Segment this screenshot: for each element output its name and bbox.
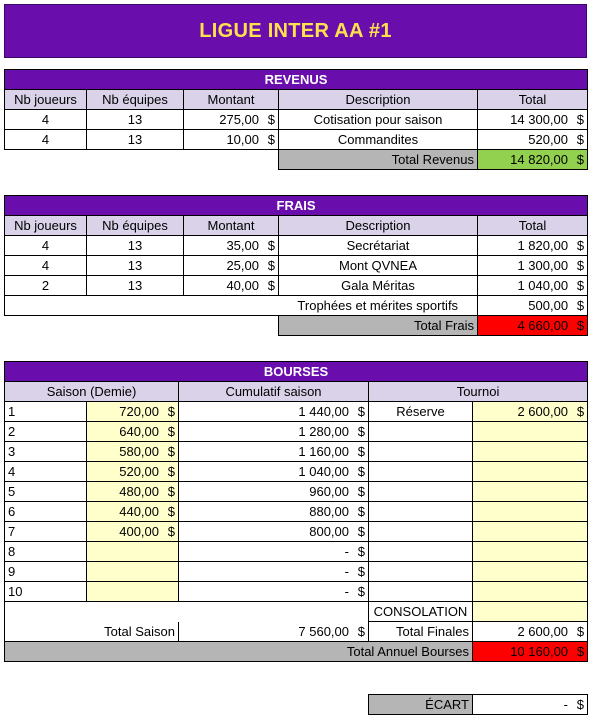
bourses-table <box>4 361 588 662</box>
cell-rang: 1 <box>5 402 87 422</box>
col-montant: Montant <box>184 90 279 110</box>
total-annuel-label: Total Annuel Bourses <box>5 642 473 662</box>
cell-equipes[interactable]: 13 <box>87 256 184 276</box>
cell-saison[interactable]: 400,00 $ <box>87 522 179 542</box>
tournoi-label-cell[interactable] <box>369 482 473 502</box>
tournoi-label-cell[interactable] <box>369 542 473 562</box>
table-row <box>5 502 588 522</box>
tournoi-label-cell[interactable] <box>369 582 473 602</box>
cell-rang: 10 <box>5 582 87 602</box>
table-row <box>5 562 588 582</box>
cell-equipes[interactable]: 13 <box>87 236 184 256</box>
bourses-title: BOURSES <box>5 362 588 382</box>
cell-cumul[interactable]: 1 040,00 $ <box>179 462 369 482</box>
cell-montant[interactable]: 40,00 $ <box>184 276 279 296</box>
table-row <box>5 276 588 296</box>
ecart-label: ÉCART <box>369 695 473 715</box>
table-row <box>5 542 588 562</box>
tournoi-label-cell[interactable] <box>369 522 473 542</box>
cell-cumul[interactable]: 960,00 $ <box>179 482 369 502</box>
cell-montant[interactable]: 35,00 $ <box>184 236 279 256</box>
cell-rang: 8 <box>5 542 87 562</box>
cell-montant[interactable]: 275,00 $ <box>184 110 279 130</box>
table-row <box>5 422 588 442</box>
cell-rang: 9 <box>5 562 87 582</box>
total-revenus-value[interactable]: 14 820,00 $ <box>478 150 588 170</box>
cell-saison[interactable] <box>87 562 179 582</box>
title-banner <box>4 4 587 58</box>
table-row <box>5 582 588 602</box>
cell-description[interactable]: Mont QVNEA <box>279 256 478 276</box>
cell-description[interactable]: Trophées et mérites sportifs <box>279 296 478 316</box>
total-finales-value[interactable]: 2 600,00 $ <box>473 622 588 642</box>
cell-description[interactable]: Secrétariat <box>279 236 478 256</box>
col-joueurs: Nb joueurs <box>5 90 87 110</box>
tournoi-value-cell[interactable] <box>473 482 588 502</box>
frais-title: FRAIS <box>5 196 588 216</box>
total-annuel-value[interactable]: 10 160,00 $ <box>473 642 588 662</box>
cell-rang: 3 <box>5 442 87 462</box>
cell-rang: 7 <box>5 522 87 542</box>
cell-rang: 2 <box>5 422 87 442</box>
tournoi-label-cell[interactable] <box>369 502 473 522</box>
table-row <box>5 522 588 542</box>
table-row <box>5 296 588 316</box>
cell-total[interactable]: 14 300,00 $ <box>478 110 588 130</box>
col-cumulatif: Cumulatif saison <box>179 382 369 402</box>
revenus-title: REVENUS <box>5 70 588 90</box>
col-joueurs: Nb joueurs <box>5 216 87 236</box>
cell-joueurs[interactable]: 4 <box>5 256 87 276</box>
revenus-table <box>4 69 588 170</box>
cell-saison[interactable]: 720,00 $ <box>87 402 179 422</box>
table-row <box>5 482 588 502</box>
cell-saison[interactable]: 520,00 $ <box>87 462 179 482</box>
cell-cumul[interactable]: - $ <box>179 582 369 602</box>
cell-total[interactable]: 500,00 $ <box>478 296 588 316</box>
cell-saison[interactable]: 640,00 $ <box>87 422 179 442</box>
col-total: Total <box>478 216 588 236</box>
col-description: Description <box>279 90 478 110</box>
cell-cumul[interactable]: 880,00 $ <box>179 502 369 522</box>
col-equipes: Nb équipes <box>87 90 184 110</box>
cell-saison[interactable]: 480,00 $ <box>87 482 179 502</box>
reserve-value[interactable]: 2 600,00 $ <box>473 402 588 422</box>
total-revenus-label: Total Revenus <box>279 150 478 170</box>
total-saison-label: Total Saison <box>5 622 179 642</box>
cell-saison[interactable] <box>87 542 179 562</box>
tournoi-value-cell[interactable] <box>473 582 588 602</box>
ecart-table <box>368 694 588 715</box>
cell-cumul[interactable]: 800,00 $ <box>179 522 369 542</box>
cell-equipes[interactable]: 13 <box>87 276 184 296</box>
tournoi-value-cell[interactable] <box>473 562 588 582</box>
cell-description[interactable]: Cotisation pour saison <box>279 110 478 130</box>
table-row <box>5 402 588 422</box>
total-saison-value[interactable]: 7 560,00 $ <box>179 622 369 642</box>
table-row <box>5 130 588 150</box>
cell-cumul[interactable]: 1 440,00 $ <box>179 402 369 422</box>
table-row <box>5 462 588 482</box>
col-tournoi: Tournoi <box>369 382 588 402</box>
cell-equipes[interactable]: 13 <box>87 110 184 130</box>
col-equipes: Nb équipes <box>87 216 184 236</box>
cell-total[interactable]: 1 300,00 $ <box>478 256 588 276</box>
cell-description[interactable]: Commandites <box>279 130 478 150</box>
cell-cumul[interactable]: 1 280,00 $ <box>179 422 369 442</box>
cell-montant[interactable]: 25,00 $ <box>184 256 279 276</box>
table-row <box>5 236 588 256</box>
cell-joueurs[interactable]: 2 <box>5 276 87 296</box>
tournoi-value-cell[interactable] <box>473 542 588 562</box>
cell-rang: 4 <box>5 462 87 482</box>
cell-rang: 5 <box>5 482 87 502</box>
tournoi-value-cell[interactable] <box>473 522 588 542</box>
consolation-value[interactable] <box>473 602 588 622</box>
cell-description[interactable]: Gala Méritas <box>279 276 478 296</box>
tournoi-label-cell[interactable] <box>369 462 473 482</box>
col-montant: Montant <box>184 216 279 236</box>
ecart-value[interactable]: - $ <box>473 695 588 715</box>
total-frais-label: Total Frais <box>279 316 478 336</box>
cell-total[interactable]: 1 040,00 $ <box>478 276 588 296</box>
cell-saison[interactable]: 440,00 $ <box>87 502 179 522</box>
cell-joueurs[interactable]: 4 <box>5 236 87 256</box>
table-row <box>5 110 588 130</box>
total-frais-value[interactable]: 4 660,00 $ <box>478 316 588 336</box>
tournoi-value-cell[interactable] <box>473 462 588 482</box>
cell-total[interactable]: 1 820,00 $ <box>478 236 588 256</box>
table-row <box>5 442 588 462</box>
cell-total[interactable]: 520,00 $ <box>478 130 588 150</box>
reserve-label: Réserve <box>369 402 473 422</box>
cell-cumul[interactable]: - $ <box>179 542 369 562</box>
cell-joueurs[interactable]: 4 <box>5 110 87 130</box>
total-finales-label: Total Finales <box>369 622 473 642</box>
col-description: Description <box>279 216 478 236</box>
cell-joueurs[interactable]: 4 <box>5 130 87 150</box>
tournoi-label-cell[interactable] <box>369 422 473 442</box>
tournoi-label-cell[interactable] <box>369 442 473 462</box>
col-total: Total <box>478 90 588 110</box>
cell-cumul[interactable]: - $ <box>179 562 369 582</box>
cell-rang: 6 <box>5 502 87 522</box>
tournoi-value-cell[interactable] <box>473 442 588 462</box>
frais-table <box>4 195 588 336</box>
page-title: LIGUE INTER AA #1 <box>199 19 392 42</box>
tournoi-label-cell[interactable] <box>369 562 473 582</box>
consolation-label: CONSOLATION <box>369 602 473 622</box>
cell-cumul[interactable]: 1 160,00 $ <box>179 442 369 462</box>
cell-montant[interactable]: 10,00 $ <box>184 130 279 150</box>
table-row <box>5 256 588 276</box>
col-saison: Saison (Demie) <box>5 382 179 402</box>
tournoi-value-cell[interactable] <box>473 502 588 522</box>
cell-saison[interactable]: 580,00 $ <box>87 442 179 462</box>
cell-saison[interactable] <box>87 582 179 602</box>
cell-equipes[interactable]: 13 <box>87 130 184 150</box>
tournoi-value-cell[interactable] <box>473 422 588 442</box>
